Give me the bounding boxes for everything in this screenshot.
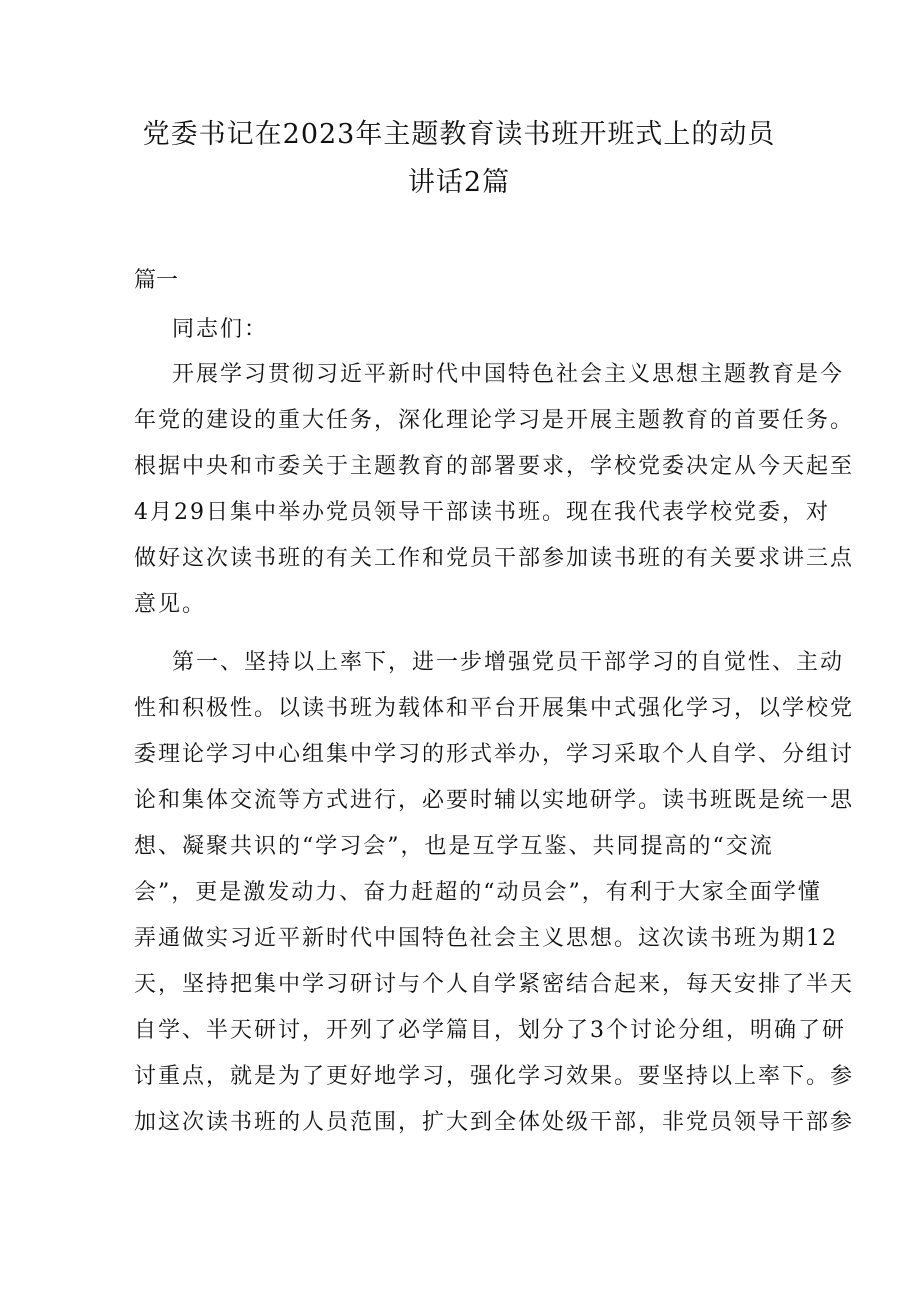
document-title-line-2: 讲话2篇 xyxy=(407,167,511,198)
paragraph-line: 讨重点，就是为了更好地学习，强化学习效果。要坚持以上率下。参 xyxy=(134,1064,855,1089)
paragraph-line: 自学、半天研讨，开列了必学篇目，划分了3个讨论分组，明确了研 xyxy=(134,1018,846,1043)
paragraph-line: 想、凝聚共识的“学习会”，也是互学互鉴、共同提高的“交流 xyxy=(134,834,774,859)
paragraph-line: 性和积极性。以读书班为载体和平台开展集中式强化学习，以学校党 xyxy=(134,696,855,721)
paragraph-line: 第一、坚持以上率下，进一步增强党员干部学习的自觉性、主动 xyxy=(172,650,845,675)
paragraph-line: 年党的建设的重大任务，深化理论学习是开展主题教育的首要任务。 xyxy=(134,408,855,433)
paragraph-line: 论和集体交流等方式进行，必要时辅以实地研学。读书班既是统一思 xyxy=(134,788,855,813)
paragraph-line: 委理论学习中心组集中学习的形式举办，学习采取个人自学、分组讨 xyxy=(134,742,855,767)
paragraph-line: 做好这次读书班的有关工作和党员干部参加读书班的有关要求讲三点 xyxy=(134,546,855,571)
paragraph-2 xyxy=(134,640,855,1146)
salutation: 同志们： xyxy=(172,317,269,342)
paragraph-line: 会”，更是激发动力、奋力赶超的“动员会”，有利于大家全面学懂 xyxy=(134,880,822,905)
paragraph-line: 弄通做实习近平新时代中国特色社会主义思想。这次读书班为期12 xyxy=(134,926,838,951)
paragraph-line: 开展学习贯彻习近平新时代中国特色社会主义思想主题教育是今 xyxy=(172,362,845,387)
paragraph-line: 意见。 xyxy=(134,592,207,617)
document-title-line-1: 党委书记在2023年主题教育读书班开班式上的动员 xyxy=(142,119,776,150)
paragraph-line: 4月29日集中举办党员领导干部读书班。现在我代表学校党委，对 xyxy=(134,500,830,525)
section-label: 篇一 xyxy=(134,268,179,293)
paragraph-line: 天，坚持把集中学习研讨与个人自学紧密结合起来，每天安排了半天 xyxy=(134,972,855,997)
paragraph-line: 根据中央和市委关于主题教育的部署要求，学校党委决定从今天起至 xyxy=(134,454,855,479)
paragraph-line: 加这次读书班的人员范围，扩大到全体处级干部，非党员领导干部参 xyxy=(134,1110,855,1135)
paragraph-1 xyxy=(134,352,855,628)
